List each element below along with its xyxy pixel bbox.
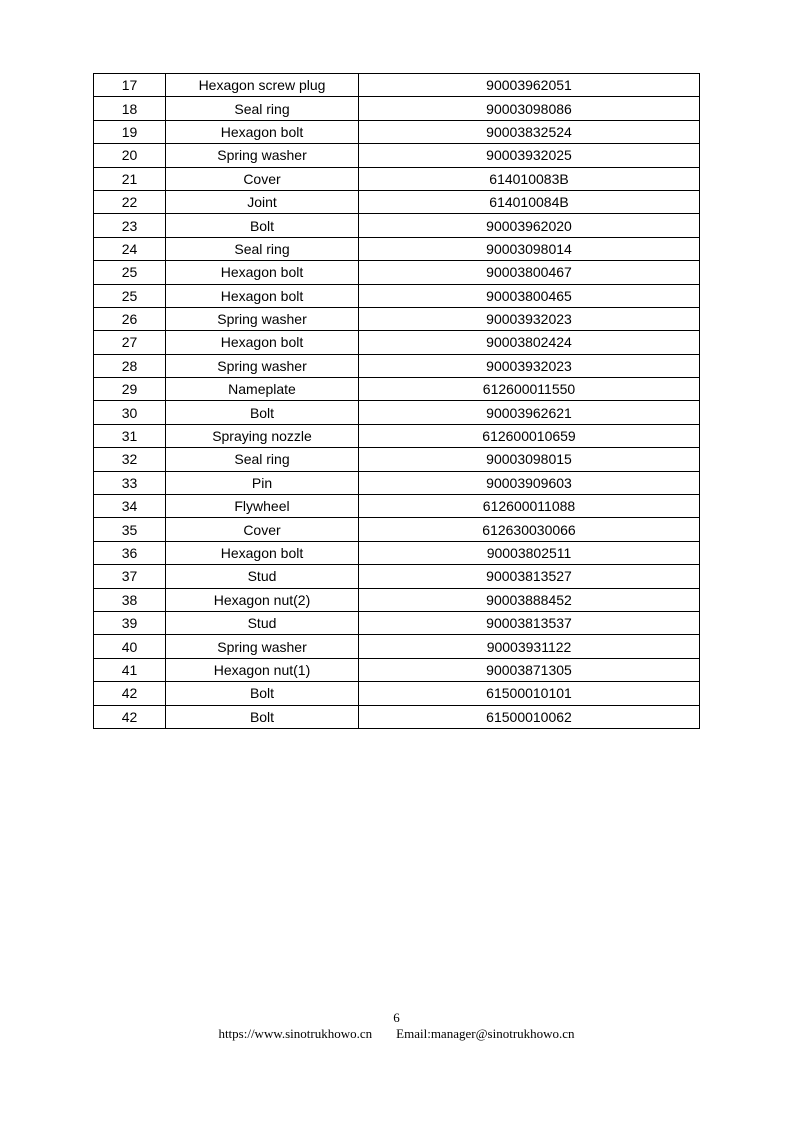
parts-table-body <box>94 74 700 729</box>
part-code-cell: 90003813537 <box>359 611 700 634</box>
part-number-cell: 22 <box>94 190 166 213</box>
footer-email[interactable]: Email:manager@sinotrukhowo.cn <box>396 1026 575 1041</box>
part-name-cell: Hexagon nut(1) <box>166 658 359 681</box>
part-code-cell: 90003802424 <box>359 331 700 354</box>
table-row <box>94 378 700 401</box>
table-row <box>94 190 700 213</box>
part-number-cell: 32 <box>94 448 166 471</box>
part-name-cell: Stud <box>166 611 359 634</box>
table-row <box>94 448 700 471</box>
table-row <box>94 611 700 634</box>
table-row <box>94 354 700 377</box>
table-row <box>94 518 700 541</box>
part-name-cell: Bolt <box>166 214 359 237</box>
part-name-cell: Joint <box>166 190 359 213</box>
part-code-cell: 90003932023 <box>359 354 700 377</box>
part-number-cell: 19 <box>94 120 166 143</box>
part-name-cell: Seal ring <box>166 448 359 471</box>
part-number-cell: 29 <box>94 378 166 401</box>
part-code-cell: 90003962020 <box>359 214 700 237</box>
part-number-cell: 35 <box>94 518 166 541</box>
part-number-cell: 23 <box>94 214 166 237</box>
part-name-cell: Hexagon bolt <box>166 261 359 284</box>
part-code-cell: 90003962051 <box>359 74 700 97</box>
part-number-cell: 18 <box>94 97 166 120</box>
part-number-cell: 37 <box>94 565 166 588</box>
part-number-cell: 24 <box>94 237 166 260</box>
part-number-cell: 27 <box>94 331 166 354</box>
part-code-cell: 90003962621 <box>359 401 700 424</box>
part-name-cell: Spring washer <box>166 144 359 167</box>
table-row <box>94 658 700 681</box>
part-number-cell: 42 <box>94 682 166 705</box>
part-number-cell: 34 <box>94 495 166 518</box>
table-row <box>94 214 700 237</box>
part-code-cell: 90003098015 <box>359 448 700 471</box>
part-code-cell: 90003800467 <box>359 261 700 284</box>
part-number-cell: 28 <box>94 354 166 377</box>
part-code-cell: 90003932023 <box>359 307 700 330</box>
part-name-cell: Nameplate <box>166 378 359 401</box>
part-name-cell: Hexagon bolt <box>166 120 359 143</box>
part-name-cell: Cover <box>166 518 359 541</box>
part-number-cell: 25 <box>94 284 166 307</box>
part-name-cell: Spraying nozzle <box>166 424 359 447</box>
part-number-cell: 33 <box>94 471 166 494</box>
part-name-cell: Bolt <box>166 401 359 424</box>
part-code-cell: 90003932025 <box>359 144 700 167</box>
part-name-cell: Cover <box>166 167 359 190</box>
part-number-cell: 21 <box>94 167 166 190</box>
part-number-cell: 25 <box>94 261 166 284</box>
part-code-cell: 90003813527 <box>359 565 700 588</box>
table-row <box>94 74 700 97</box>
part-number-cell: 26 <box>94 307 166 330</box>
part-code-cell: 612630030066 <box>359 518 700 541</box>
part-code-cell: 612600011550 <box>359 378 700 401</box>
part-name-cell: Pin <box>166 471 359 494</box>
part-number-cell: 31 <box>94 424 166 447</box>
part-code-cell: 61500010062 <box>359 705 700 728</box>
table-row <box>94 97 700 120</box>
part-name-cell: Stud <box>166 565 359 588</box>
part-code-cell: 90003871305 <box>359 658 700 681</box>
part-number-cell: 41 <box>94 658 166 681</box>
part-code-cell: 90003098086 <box>359 97 700 120</box>
page-number: 6 <box>393 1010 400 1025</box>
footer-website[interactable]: https://www.sinotrukhowo.cn <box>218 1026 373 1041</box>
part-code-cell: 90003098014 <box>359 237 700 260</box>
table-row <box>94 401 700 424</box>
part-name-cell: Hexagon bolt <box>166 284 359 307</box>
table-row <box>94 424 700 447</box>
part-code-cell: 90003931122 <box>359 635 700 658</box>
table-row <box>94 261 700 284</box>
part-name-cell: Spring washer <box>166 354 359 377</box>
part-code-cell: 90003802511 <box>359 541 700 564</box>
table-row <box>94 167 700 190</box>
part-code-cell: 614010083B <box>359 167 700 190</box>
part-name-cell: Hexagon bolt <box>166 331 359 354</box>
part-number-cell: 20 <box>94 144 166 167</box>
part-code-cell: 90003832524 <box>359 120 700 143</box>
table-row <box>94 541 700 564</box>
part-code-cell: 614010084B <box>359 190 700 213</box>
table-row <box>94 565 700 588</box>
part-name-cell: Seal ring <box>166 97 359 120</box>
table-row <box>94 144 700 167</box>
part-number-cell: 17 <box>94 74 166 97</box>
table-row <box>94 705 700 728</box>
part-number-cell: 36 <box>94 541 166 564</box>
part-number-cell: 42 <box>94 705 166 728</box>
table-row <box>94 237 700 260</box>
table-row <box>94 495 700 518</box>
part-code-cell: 90003909603 <box>359 471 700 494</box>
part-name-cell: Bolt <box>166 682 359 705</box>
table-row <box>94 331 700 354</box>
table-row <box>94 120 700 143</box>
part-name-cell: Bolt <box>166 705 359 728</box>
table-row <box>94 284 700 307</box>
part-code-cell: 90003800465 <box>359 284 700 307</box>
part-name-cell: Hexagon screw plug <box>166 74 359 97</box>
table-row <box>94 588 700 611</box>
part-number-cell: 39 <box>94 611 166 634</box>
part-code-cell: 90003888452 <box>359 588 700 611</box>
part-name-cell: Flywheel <box>166 495 359 518</box>
part-name-cell: Spring washer <box>166 307 359 330</box>
part-name-cell: Spring washer <box>166 635 359 658</box>
part-name-cell: Seal ring <box>166 237 359 260</box>
table-row <box>94 682 700 705</box>
part-name-cell: Hexagon bolt <box>166 541 359 564</box>
part-code-cell: 61500010101 <box>359 682 700 705</box>
table-row <box>94 635 700 658</box>
part-number-cell: 38 <box>94 588 166 611</box>
table-row <box>94 471 700 494</box>
parts-table <box>93 73 700 729</box>
part-code-cell: 612600011088 <box>359 495 700 518</box>
footer-links <box>0 1026 793 1042</box>
part-name-cell: Hexagon nut(2) <box>166 588 359 611</box>
part-number-cell: 40 <box>94 635 166 658</box>
part-code-cell: 612600010659 <box>359 424 700 447</box>
table-row <box>94 307 700 330</box>
part-number-cell: 30 <box>94 401 166 424</box>
